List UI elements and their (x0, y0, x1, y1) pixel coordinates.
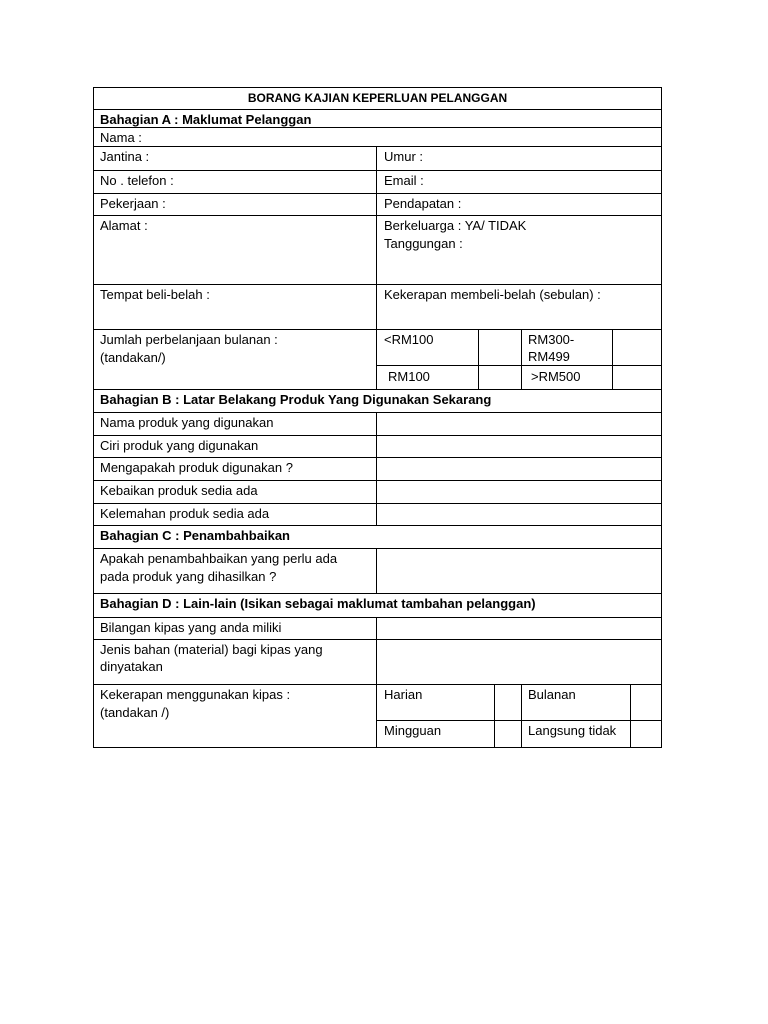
nama-label: Nama : (100, 130, 142, 145)
option-mingguan: Mingguan (384, 723, 442, 738)
border-bottom (93, 747, 662, 748)
answer-field[interactable] (377, 618, 661, 639)
umur-label: Umur : (384, 149, 423, 164)
column-divider (376, 146, 377, 389)
checkbox-mingguan[interactable] (495, 721, 521, 747)
row-line (93, 389, 662, 390)
section-b-row: Kebaikan produk sedia ada (100, 483, 258, 498)
option-bulanan: Bulanan (528, 687, 576, 702)
section-c-question-line1: Apakah penambahbaikan yang perlu ada (100, 551, 338, 566)
option-rm100: RM100 (388, 369, 430, 384)
pekerjaan-label: Pekerjaan : (100, 196, 166, 211)
jenis-label-line1: Jenis bahan (material) bagi kipas yang (100, 642, 323, 657)
jumlah-hint: (tandakan/) (100, 350, 166, 365)
option-langsung-tidak: Langsung tidak (528, 723, 617, 738)
tanggungan-label: Tanggungan : (384, 236, 463, 251)
kekerapan-kipas-label: Kekerapan menggunakan kipas : (100, 687, 291, 702)
row-line (93, 284, 662, 285)
row-line (93, 525, 662, 526)
option-harian: Harian (384, 687, 423, 702)
telefon-label: No . telefon : (100, 173, 174, 188)
alamat-label: Alamat : (100, 218, 148, 233)
checkbox-rm300-499[interactable] (613, 330, 661, 365)
section-b-row: Ciri produk yang digunakan (100, 438, 259, 453)
border-left (93, 87, 94, 748)
bilangan-label: Bilangan kipas yang anda miliki (100, 620, 282, 635)
kekerapan-kipas-hint: (tandakan /) (100, 705, 170, 720)
berkeluarga-label: Berkeluarga : YA/ TIDAK (384, 218, 527, 233)
row-line (93, 109, 662, 110)
pendapatan-label: Pendapatan : (384, 196, 462, 211)
section-d-heading: Bahagian D : Lain-lain (Isikan sebagai maklumat tambahan pelanggan) (100, 596, 536, 611)
survey-form (93, 87, 662, 748)
option-lt-rm100: <RM100 (384, 332, 434, 347)
jantina-label: Jantina : (100, 149, 150, 164)
section-c-question-line2: pada produk yang dihasilkan ? (100, 569, 277, 584)
border-top (93, 87, 662, 88)
section-c-heading: Bahagian C : Penambahbaikan (100, 528, 290, 543)
checkbox-bulanan[interactable] (631, 685, 661, 720)
email-label: Email : (384, 173, 424, 188)
option-grid-line (521, 329, 522, 389)
jenis-label-line2: dinyatakan (100, 659, 163, 674)
checkbox-gt-rm500[interactable] (613, 366, 661, 389)
section-b-row: Nama produk yang digunakan (100, 415, 274, 430)
answer-field[interactable] (377, 458, 661, 480)
section-b-row: Mengapakah produk digunakan ? (100, 460, 293, 475)
section-b-row: Kelemahan produk sedia ada (100, 506, 270, 521)
checkbox-langsung-tidak[interactable] (631, 721, 661, 747)
row-line (93, 684, 662, 685)
row-line (93, 170, 662, 171)
checkbox-harian[interactable] (495, 685, 521, 720)
answer-field[interactable] (377, 549, 661, 593)
option-gt-rm500: >RM500 (531, 369, 581, 384)
option-grid-line (521, 684, 522, 748)
row-line (93, 193, 662, 194)
answer-field[interactable] (377, 413, 661, 435)
border-right (661, 87, 662, 748)
checkbox-lt-rm100[interactable] (479, 330, 521, 365)
answer-field[interactable] (377, 436, 661, 457)
row-line (93, 329, 662, 330)
form-title: BORANG KAJIAN KEPERLUAN PELANGGAN (247, 91, 508, 105)
checkbox-rm100[interactable] (479, 366, 521, 389)
answer-field[interactable] (377, 640, 661, 684)
jumlah-label: Jumlah perbelanjaan bulanan : (100, 332, 278, 347)
answer-field[interactable] (377, 504, 661, 525)
option-rm300-line1: RM300- (528, 332, 575, 347)
section-a-heading: Bahagian A : Maklumat Pelanggan (100, 112, 312, 127)
section-b-heading: Bahagian B : Latar Belakang Produk Yang Digunakan Sekarang (100, 392, 492, 407)
kekerapan-label: Kekerapan membeli-belah (sebulan) : (384, 287, 601, 302)
row-line (93, 593, 662, 594)
row-line (93, 146, 662, 147)
row-line (93, 215, 662, 216)
answer-field[interactable] (377, 481, 661, 503)
option-rm300-line2: RM499 (528, 349, 570, 364)
tempat-label: Tempat beli-belah : (100, 287, 210, 302)
